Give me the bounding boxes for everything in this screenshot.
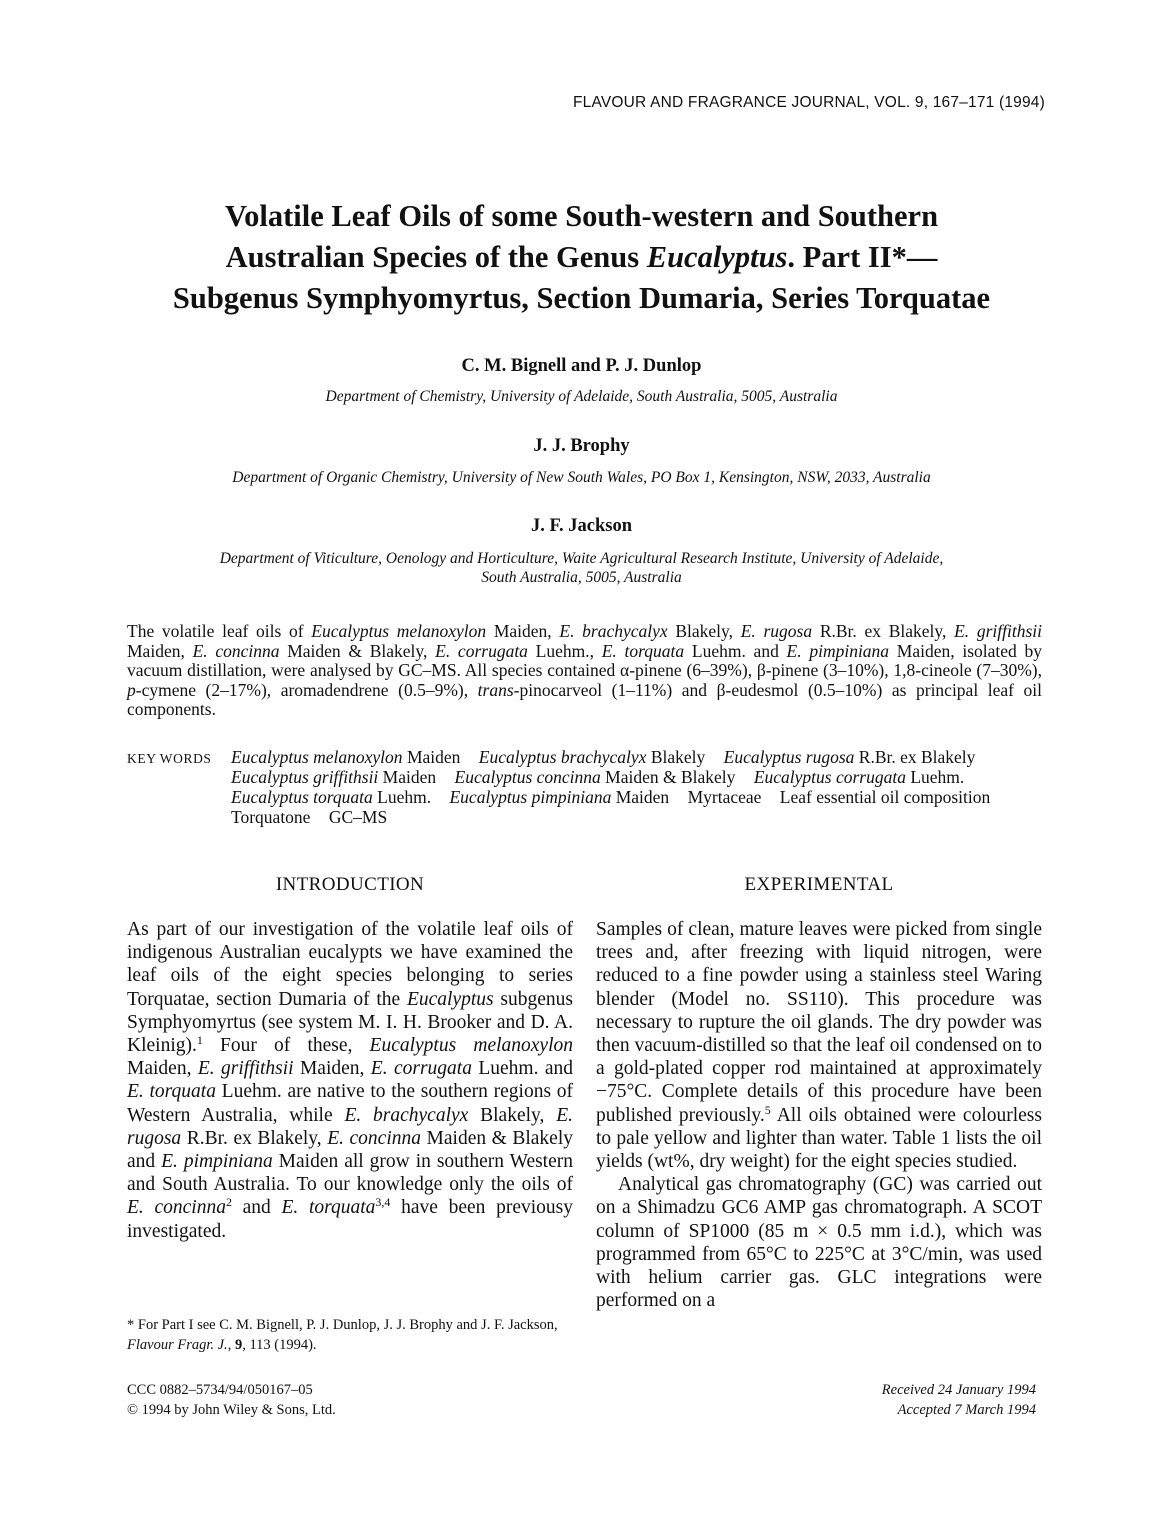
- species-name: E. concinna: [327, 1127, 421, 1149]
- body-text: Luehm. are native to the southern regions of Western Australia, while: [127, 1081, 573, 1126]
- introduction-column: [127, 918, 573, 1243]
- body-text: and: [231, 1197, 282, 1219]
- keyword-authority: Luehm.: [372, 787, 432, 807]
- species-name: E. corrugata: [435, 640, 528, 661]
- species-name: E. concinna: [127, 1197, 226, 1219]
- species-name: Eucalyptus: [406, 988, 494, 1010]
- species-name: E. torquata: [281, 1197, 376, 1219]
- title-line-3: Subgenus Symphyomyrtus, Section Dumaria, Series Torquatae: [172, 281, 991, 315]
- abstract-text: -cymene (2–17%), aromadendrene (0.5–9%),: [135, 679, 478, 700]
- keyword-authority: Maiden & Blakely: [600, 767, 736, 787]
- experimental-paragraph-2: Analytical gas chromatography (GC) was carried out on a Shimadzu GC6 AMP gas chromatograph. A SCOT column of SP1000 (85 m × 0.5 mm i.d.), which was programmed from 65°C to 225°C at 3°C/min, was used with helium carrier gas. GLC integrations were performed on a: [596, 1174, 1042, 1312]
- species-name: E. torquata: [601, 640, 685, 661]
- abstract-text: The volatile leaf oils of: [127, 621, 312, 641]
- author-affiliation-3: [0, 549, 1163, 587]
- keyword-item: [231, 747, 460, 767]
- keywords-label: KEY WORDS: [127, 751, 212, 766]
- experimental-column: [596, 918, 1042, 1312]
- author-affiliation-2: Department of Organic Chemistry, University of New South Wales, PO Box 1, Kensington, NSW, 2033, Australia: [232, 469, 931, 486]
- title-genus: Eucalyptus: [646, 240, 788, 274]
- italic-term: p: [127, 679, 136, 700]
- keyword-species: Eucalyptus torquata: [231, 787, 373, 807]
- keyword-species: Eucalyptus corrugata: [753, 767, 906, 787]
- species-name: Eucalyptus melanoxylon: [311, 621, 487, 641]
- footnote-volume: 9: [234, 1337, 243, 1353]
- species-name: E. rugosa: [127, 1104, 574, 1149]
- experimental-paragraph-1: [596, 918, 1042, 1173]
- species-name: E. griffithsii: [954, 621, 1042, 641]
- keyword-authority: Luehm.: [905, 767, 965, 787]
- species-name: E. corrugata: [370, 1058, 472, 1080]
- dates-block: [882, 1380, 1036, 1420]
- species-name: Eucalyptus melanoxylon: [369, 1035, 573, 1057]
- accepted-date: Accepted 7 March 1994: [897, 1402, 1036, 1418]
- introduction-paragraph: [127, 918, 573, 1243]
- title-line-1: Volatile Leaf Oils of some South-western and Southern: [224, 199, 939, 233]
- author-names-3: J. F. Jackson: [530, 516, 633, 536]
- footnote: [127, 1315, 573, 1355]
- species-name: E. concinna: [192, 640, 280, 661]
- keyword-term: GC–MS: [328, 807, 388, 827]
- species-name: E. brachycalyx: [344, 1104, 469, 1126]
- keywords-block: [127, 747, 1042, 827]
- reference-marker: 2: [225, 1195, 232, 1210]
- keyword-authority: Maiden: [611, 787, 670, 807]
- experimental-heading: EXPERIMENTAL: [744, 874, 894, 895]
- abstract-text: Maiden,: [486, 621, 560, 641]
- author-names-1: C. M. Bignell and P. J. Dunlop: [461, 356, 702, 376]
- author-names-2: J. J. Brophy: [533, 436, 630, 456]
- keyword-item: [754, 767, 964, 787]
- keyword-item: [231, 807, 310, 827]
- footnote-journal: Flavour Fragr. J.: [127, 1337, 228, 1353]
- species-name: E. griffithsii: [197, 1058, 294, 1080]
- keyword-item: [329, 807, 387, 827]
- species-name: E. pimpiniana: [786, 640, 890, 661]
- abstract-text: R.Br. ex Blakely,: [812, 621, 955, 641]
- keyword-item: [455, 767, 736, 787]
- keyword-item: [449, 787, 669, 807]
- keyword-term: Myrtaceae: [687, 787, 762, 807]
- abstract-text: Maiden, isolated by vacuum distillation, were analysed by GC–MS. All species contained α-pinene (6–39%), β-pinene (3–10%), 1,8-cineole (7–30%),: [127, 640, 1042, 681]
- keywords-list: [231, 747, 1042, 827]
- author-affiliation-3-line-1: Department of Viticulture, Oenology and Horticulture, Waite Agricultural Research Institute, University of Adelaide,: [219, 550, 944, 567]
- keyword-authority: Blakely: [646, 747, 706, 767]
- received-date: Received 24 January 1994: [881, 1382, 1036, 1398]
- footnote-text: , 113 (1994).: [242, 1337, 317, 1353]
- body-text: Luehm. and: [471, 1058, 573, 1080]
- species-name: E. torquata: [127, 1081, 216, 1103]
- body-text: Maiden,: [127, 1058, 198, 1080]
- keyword-item: [479, 747, 705, 767]
- abstract: [127, 622, 1042, 720]
- body-text: Blakely,: [468, 1104, 557, 1126]
- italic-term: trans: [477, 679, 514, 700]
- keyword-species: Eucalyptus brachycalyx: [478, 747, 647, 767]
- keyword-species: Eucalyptus pimpiniana: [449, 787, 612, 807]
- ccc-code: CCC 0882–5734/94/050167–05: [127, 1382, 313, 1398]
- keyword-term: Torquatone: [231, 807, 311, 827]
- body-text: subgenus Symphyomyrtus (see system M. I. H. Brooker and D. A. Kleinig).: [127, 988, 573, 1057]
- keyword-species: Eucalyptus rugosa: [723, 747, 855, 767]
- body-text: All oils obtained were colourless to pale yellow and lighter than water. Table 1 lists the oil yields (wt%, dry weight) for the eight species studied.: [596, 1104, 1042, 1173]
- author-affiliation-3-line-2: South Australia, 5005, Australia: [481, 569, 682, 586]
- reference-marker: 3,4: [375, 1195, 391, 1210]
- abstract-text: Maiden,: [127, 640, 193, 661]
- keyword-item: [780, 787, 990, 807]
- keyword-species: Eucalyptus melanoxylon: [231, 747, 403, 767]
- keyword-species: Eucalyptus griffithsii: [231, 767, 379, 787]
- keyword-item: [724, 747, 976, 767]
- keyword-item: [231, 787, 431, 807]
- title-line-2-end: . Part II*—: [787, 240, 938, 274]
- body-text: Maiden & Blakely and: [127, 1127, 573, 1173]
- keyword-item: [688, 787, 762, 807]
- body-text: Maiden,: [293, 1058, 371, 1080]
- copyright-line: © 1994 by John Wiley & Sons, Ltd.: [127, 1402, 336, 1418]
- footnote-text: * For Part I see C. M. Bignell, P. J. Dunlop, J. J. Brophy and J. F. Jackson,: [127, 1317, 558, 1333]
- keyword-term: Leaf essential oil composition: [779, 787, 991, 807]
- reference-marker: 5: [764, 1102, 771, 1117]
- article-title: [90, 196, 1073, 319]
- body-text: have been previousy investigated.: [127, 1197, 574, 1242]
- body-text: As part of our investigation of the volatile leaf oils of indigenous Australian eucalypts we have examined the leaf oils of the eight species belonging to series Torquatae, section Dumaria of the: [127, 919, 573, 1010]
- species-name: E. brachycalyx: [559, 621, 668, 641]
- reference-marker: 1: [196, 1033, 203, 1048]
- author-affiliation-1: Department of Chemistry, University of Adelaide, South Australia, 5005, Australia: [325, 388, 838, 405]
- body-text: Maiden all grow in southern Western and South Australia. To our knowledge only the oils of: [127, 1151, 574, 1196]
- keyword-authority: R.Br. ex Blakely: [854, 747, 976, 767]
- abstract-text: Luehm. and: [684, 640, 787, 661]
- abstract-text: -pinocarveol (1–11%) and β-eudesmol (0.5–10%) as principal leaf oil components.: [127, 679, 1042, 720]
- title-line-2: [90, 237, 1073, 278]
- species-name: E. pimpiniana: [161, 1151, 273, 1173]
- keyword-authority: Maiden: [378, 767, 437, 787]
- abstract-text: Luehm.,: [527, 640, 602, 661]
- abstract-text: Blakely,: [667, 621, 741, 641]
- footnote-text: ,: [227, 1337, 235, 1353]
- running-head: FLAVOUR AND FRAGRANCE JOURNAL, VOL. 9, 167–171 (1994): [572, 94, 1045, 111]
- keyword-item: [231, 767, 436, 787]
- keyword-species: Eucalyptus concinna: [454, 767, 601, 787]
- introduction-heading: INTRODUCTION: [275, 874, 425, 895]
- species-name: E. rugosa: [740, 621, 813, 641]
- body-text: Four of these,: [202, 1035, 370, 1057]
- copyright-block: [127, 1380, 336, 1420]
- body-text: R.Br. ex Blakely,: [181, 1127, 328, 1149]
- body-text: Samples of clean, mature leaves were picked from single trees and, after freezing with liquid nitrogen, were reduced to a fine powder using a stainless steel Waring blender (Model no. SS110). This procedure was necessary to rupture the oil glands. The dry powder was then vacuum-distilled so that the leaf oil condensed on to a gold-plated copper rod maintained at approximately −75°C. Complete details of this procedure have been published previously.: [596, 919, 1042, 1126]
- abstract-text: Maiden & Blakely,: [279, 640, 436, 661]
- keyword-authority: Maiden: [402, 747, 461, 767]
- title-line-2-start: Australian Species of the Genus: [225, 240, 647, 274]
